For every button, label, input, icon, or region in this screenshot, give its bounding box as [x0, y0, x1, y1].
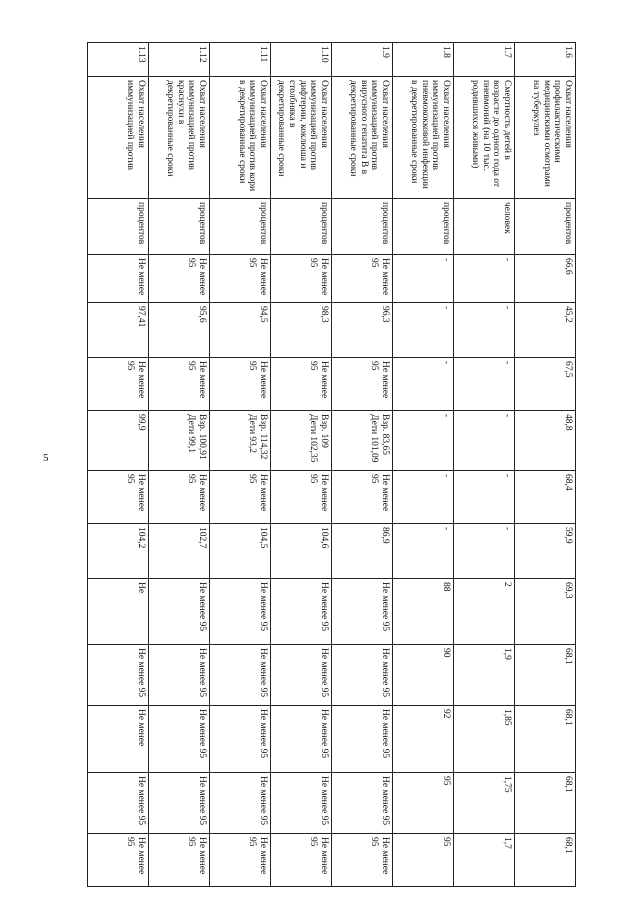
indicator-number: 1.6 [515, 43, 576, 77]
value-cell: 67,5 [515, 358, 576, 411]
value-cell: Не менее 95 [271, 645, 332, 706]
value-cell: 99,9 [88, 411, 149, 471]
value-cell: Не менее 95 [210, 255, 271, 303]
value-cell: 86,9 [332, 524, 393, 579]
value-cell: Не менее 95 [271, 358, 332, 411]
unit-cell: процентов [149, 199, 210, 255]
value-cell: Не менее 95 [271, 773, 332, 834]
indicator-name: Охват населения иммунизацией против вирусного гепатита В в декретированные сроки [332, 77, 393, 199]
value-cell: Не менее 95 [149, 773, 210, 834]
table-row [271, 43, 332, 887]
value-cell: - [393, 411, 454, 471]
table-row [332, 43, 393, 887]
value-cell: - [393, 255, 454, 303]
value-cell: 104,6 [271, 524, 332, 579]
value-cell: Не менее 95 [210, 834, 271, 887]
value-cell: Не менее 95 [271, 255, 332, 303]
value-cell: 2 [454, 579, 515, 645]
value-cell: 1,75 [454, 773, 515, 834]
value-cell: Не менее 95 [88, 773, 149, 834]
value-cell: 104,2 [88, 524, 149, 579]
value-cell: - [393, 471, 454, 524]
table-row [149, 43, 210, 887]
indicator-number: 1.13 [88, 43, 149, 77]
value-cell: 95 [393, 773, 454, 834]
indicator-number: 1.7 [454, 43, 515, 77]
value-cell: 88 [393, 579, 454, 645]
value-cell: Взр. 83,65 Дети 101,09 [332, 411, 393, 471]
value-cell: Не менее 95 [210, 579, 271, 645]
indicator-number: 1.11 [210, 43, 271, 77]
value-cell: Не менее 95 [210, 358, 271, 411]
value-cell: 59,9 [515, 524, 576, 579]
value-cell: 48,8 [515, 411, 576, 471]
unit-cell: процентов [210, 199, 271, 255]
value-cell: Не менее 95 [271, 471, 332, 524]
value-cell: - [454, 524, 515, 579]
value-cell: 96,3 [332, 303, 393, 358]
indicator-number: 1.12 [149, 43, 210, 77]
value-cell: Не менее [88, 255, 149, 303]
rotated-table-container [87, 42, 576, 887]
value-cell: - [393, 303, 454, 358]
table-row [210, 43, 271, 887]
value-cell: Не менее 95 [149, 706, 210, 773]
value-cell: 97,41 [88, 303, 149, 358]
indicator-name: Охват населения иммунизацией против кори в декретированные сроки [210, 77, 271, 199]
value-cell: Не менее 95 [332, 773, 393, 834]
value-cell: Не менее 95 [210, 706, 271, 773]
value-cell: Не менее 95 [88, 358, 149, 411]
unit-cell: процентов [393, 199, 454, 255]
value-cell: 66,6 [515, 255, 576, 303]
value-cell: Не менее 95 [332, 255, 393, 303]
value-cell: 90 [393, 645, 454, 706]
value-cell: Не менее 95 [149, 645, 210, 706]
value-cell: - [454, 471, 515, 524]
table-body [88, 43, 576, 887]
table-row [454, 43, 515, 887]
value-cell: Не менее 95 [332, 579, 393, 645]
value-cell: Не менее 95 [88, 834, 149, 887]
value-cell: Взр. 100,91 Дети 99,1 [149, 411, 210, 471]
indicator-name: Охват населения иммунизацией против краснухи в декретированные сроки [149, 77, 210, 199]
table-row [515, 43, 576, 887]
page-number: 5 [43, 452, 49, 464]
value-cell: 94,5 [210, 303, 271, 358]
value-cell: - [393, 358, 454, 411]
table-row [88, 43, 149, 887]
value-cell: Не менее 95 [149, 358, 210, 411]
value-cell: Не менее 95 [332, 706, 393, 773]
indicator-number: 1.10 [271, 43, 332, 77]
value-cell: 68,1 [515, 834, 576, 887]
value-cell: Не менее 95 [332, 645, 393, 706]
value-cell: Взр. 109 Дети 102,35 [271, 411, 332, 471]
value-cell: Не менее 95 [210, 471, 271, 524]
value-cell: Не менее 95 [271, 579, 332, 645]
value-cell: - [454, 411, 515, 471]
value-cell: 1,9 [454, 645, 515, 706]
indicators-table [87, 42, 576, 887]
value-cell: Не менее 95 [271, 834, 332, 887]
value-cell: Не менее 95 [149, 579, 210, 645]
indicator-name: Охват населения иммунизацией против [88, 77, 149, 199]
value-cell: Не менее 95 [332, 358, 393, 411]
indicator-number: 1.9 [332, 43, 393, 77]
value-cell: - [454, 303, 515, 358]
value-cell: Не менее 95 [149, 471, 210, 524]
indicator-number: 1.8 [393, 43, 454, 77]
value-cell: 69,3 [515, 579, 576, 645]
value-cell: - [393, 524, 454, 579]
table-row [393, 43, 454, 887]
value-cell: 1,7 [454, 834, 515, 887]
value-cell: 1,85 [454, 706, 515, 773]
value-cell: Не менее 95 [210, 773, 271, 834]
value-cell: - [454, 255, 515, 303]
indicator-name: Смертность детей в возрасте до одного года от пневмоний (на 10 тыс. родившихся живыми) [454, 77, 515, 199]
indicator-name: Охват населения иммунизацией против дифтерии, коклюша и столбняка в декретированные сроки [271, 77, 332, 199]
value-cell: Не [88, 579, 149, 645]
unit-cell: процентов [515, 199, 576, 255]
value-cell: Не менее 95 [332, 471, 393, 524]
unit-cell: процентов [271, 199, 332, 255]
value-cell: - [454, 358, 515, 411]
value-cell: Не менее 95 [149, 834, 210, 887]
value-cell: 68,1 [515, 706, 576, 773]
value-cell: 95,6 [149, 303, 210, 358]
value-cell: Не менее 95 [271, 706, 332, 773]
value-cell: 92 [393, 706, 454, 773]
value-cell: Не менее [88, 706, 149, 773]
value-cell: Не менее 95 [210, 645, 271, 706]
unit-cell: процентов [332, 199, 393, 255]
value-cell: Не менее 95 [149, 255, 210, 303]
value-cell: Взр. 114,32 Дети 93,2 [210, 411, 271, 471]
value-cell: Не менее 95 [332, 834, 393, 887]
value-cell: 102,7 [149, 524, 210, 579]
value-cell: 98,3 [271, 303, 332, 358]
value-cell: Не менее 95 [88, 471, 149, 524]
unit-cell: процентов [88, 199, 149, 255]
value-cell: 104,5 [210, 524, 271, 579]
indicator-name: Охват населения профилактическими медицинскими осмотрами на туберкулез [515, 77, 576, 199]
indicator-name: Охват населения иммунизацией против пневмококковой инфекции в декретированные сроки [393, 77, 454, 199]
value-cell: 68,1 [515, 645, 576, 706]
value-cell: Не менее 95 [88, 645, 149, 706]
value-cell: 68,4 [515, 471, 576, 524]
unit-cell: человек [454, 199, 515, 255]
value-cell: 68,1 [515, 773, 576, 834]
value-cell: 95 [393, 834, 454, 887]
value-cell: 45,2 [515, 303, 576, 358]
